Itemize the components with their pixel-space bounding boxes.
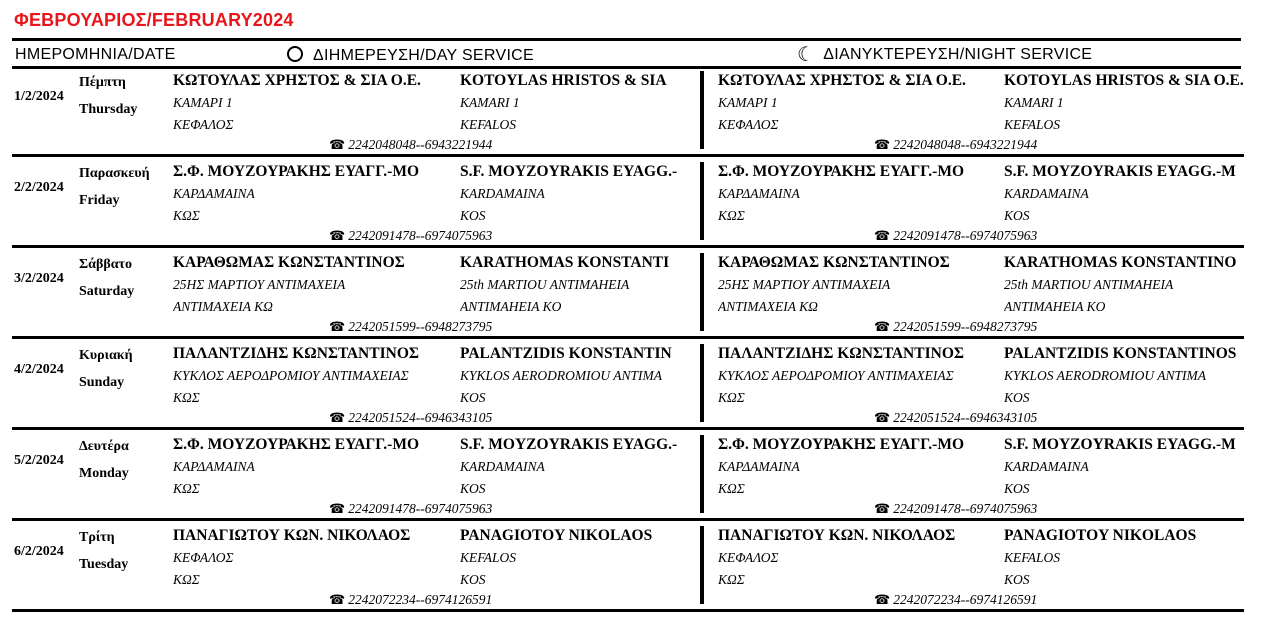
- phone-icon: ☎: [874, 501, 891, 516]
- day-city-english: KOS: [460, 572, 486, 587]
- table-row: [12, 433, 1244, 521]
- row-weekday-greek: Δευτέρα: [79, 439, 129, 454]
- day-address-greek: ΚΑΡΔΑΜΑΙΝΑ: [173, 459, 255, 474]
- header-day-service: [287, 46, 534, 65]
- day-city-greek: ΚΩΣ: [173, 208, 200, 223]
- row-weekday-english: Tuesday: [79, 557, 129, 572]
- night-phone-number: 2242051599--6948273795: [893, 319, 1038, 334]
- night-address-english: KEFALOS: [1004, 550, 1061, 565]
- table-row: [12, 69, 1244, 157]
- table-row: [12, 524, 1244, 612]
- day-phone-number: 2242051599--6948273795: [348, 319, 493, 334]
- row-date: 3/2/2024: [14, 271, 64, 286]
- night-address-english: KARDAMAINA: [1004, 186, 1089, 201]
- night-city-english: KEFALOS: [1004, 117, 1061, 132]
- night-address-english: KARDAMAINA: [1004, 459, 1089, 474]
- row-weekday-greek: Παρασκευή: [79, 166, 150, 181]
- row-weekday-english: Thursday: [79, 102, 138, 117]
- day-city-greek: ΚΩΣ: [173, 572, 200, 587]
- sun-icon: [287, 46, 303, 62]
- night-address-greek: ΚΥΚΛΟΣ ΑΕΡΟΔΡΟΜΙΟΥ ΑΝΤΙΜΑΧΕΙΑΣ: [718, 368, 954, 383]
- night-phone-number: 2242048048--6943221944: [893, 137, 1038, 152]
- night-phone: [874, 319, 1037, 335]
- day-pharmacy-name-greek: ΚΩΤΟΥΛΑΣ ΧΡΗΣΤΟΣ & ΣΙΑ Ο.Ε.: [173, 72, 421, 89]
- day-city-english: KOS: [460, 481, 486, 496]
- night-city-english: KOS: [1004, 208, 1030, 223]
- day-address-greek: ΚΑΜΑΡΙ 1: [173, 95, 233, 110]
- night-phone: [874, 228, 1037, 244]
- header-date: ΗΜΕΡΟΜΗΝΙΑ/DATE: [15, 46, 176, 63]
- night-address-english: KAMARI 1: [1004, 95, 1064, 110]
- night-pharmacy-name-greek: ΚΑΡΑΘΩΜΑΣ ΚΩΝΣΤΑΝΤΙΝΟΣ: [718, 254, 950, 271]
- night-pharmacy-name-english: PANAGIOTOY NIKOLAOS: [1004, 527, 1197, 544]
- header-night-label: ΔΙΑΝΥΚΤΕΡΕΥΣΗ/NIGHT SERVICE: [823, 46, 1093, 63]
- table-row: [12, 251, 1244, 339]
- phone-icon: ☎: [329, 501, 346, 516]
- phone-icon: ☎: [874, 228, 891, 243]
- column-divider: [700, 435, 704, 513]
- night-city-greek: ΑΝΤΙΜΑΧΕΙΑ ΚΩ: [718, 299, 818, 314]
- header-night-service: [797, 46, 1092, 64]
- night-city-english: ANTIMAHEIA KO: [1004, 299, 1106, 314]
- row-separator: [12, 518, 1244, 521]
- phone-icon: ☎: [329, 137, 346, 152]
- column-divider: [700, 526, 704, 604]
- day-pharmacy-name-greek: Σ.Φ. ΜΟΥΖΟΥΡΑΚΗΣ ΕΥΑΓΓ.-ΜΟ: [173, 163, 420, 180]
- day-phone: [329, 137, 492, 153]
- day-pharmacy-name-english: PALANTZIDIS KONSTANTIN: [460, 345, 672, 362]
- phone-icon: ☎: [874, 137, 891, 152]
- day-address-greek: ΚΕΦΑΛΟΣ: [173, 550, 234, 565]
- phone-icon: ☎: [874, 592, 891, 607]
- day-address-english: KARDAMAINA: [460, 186, 545, 201]
- night-pharmacy-name-greek: ΠΑΝΑΓΙΩΤΟΥ ΚΩΝ. ΝΙΚΟΛΑΟΣ: [718, 527, 956, 544]
- day-phone: [329, 228, 492, 244]
- day-city-english: KOS: [460, 208, 486, 223]
- night-city-greek: ΚΩΣ: [718, 481, 745, 496]
- night-pharmacy-name-english: KOTOYLAS HRISTOS & SIA O.E.: [1004, 72, 1244, 89]
- night-address-greek: ΚΑΜΑΡΙ 1: [718, 95, 778, 110]
- row-weekday-english: Monday: [79, 466, 129, 481]
- night-city-greek: ΚΩΣ: [718, 390, 745, 405]
- phone-icon: ☎: [329, 319, 346, 334]
- day-address-greek: ΚΑΡΔΑΜΑΙΝΑ: [173, 186, 255, 201]
- night-phone: [874, 137, 1037, 153]
- night-phone-number: 2242051524--6946343105: [893, 410, 1038, 425]
- day-pharmacy-name-greek: ΠΑΛΑΝΤΖΙΔΗΣ ΚΩΝΣΤΑΝΤΙΝΟΣ: [173, 345, 420, 362]
- row-date: 6/2/2024: [14, 544, 64, 559]
- day-phone: [329, 501, 492, 517]
- night-phone: [874, 410, 1037, 426]
- column-divider: [700, 344, 704, 422]
- day-city-greek: ΑΝΤΙΜΑΧΕΙΑ ΚΩ: [173, 299, 273, 314]
- day-pharmacy-name-greek: Σ.Φ. ΜΟΥΖΟΥΡΑΚΗΣ ΕΥΑΓΓ.-ΜΟ: [173, 436, 420, 453]
- day-address-english: KAMARI 1: [460, 95, 520, 110]
- column-divider: [700, 253, 704, 331]
- row-weekday-greek: Πέμπτη: [79, 75, 126, 90]
- row-weekday-greek: Τρίτη: [79, 530, 115, 545]
- day-pharmacy-name-greek: ΚΑΡΑΘΩΜΑΣ ΚΩΝΣΤΑΝΤΙΝΟΣ: [173, 254, 405, 271]
- row-date: 2/2/2024: [14, 180, 64, 195]
- day-phone: [329, 410, 492, 426]
- night-pharmacy-name-english: S.F. MOYZOYRAKIS EYAGG.-M: [1004, 163, 1236, 180]
- row-separator: [12, 609, 1244, 612]
- day-address-english: 25th MARTIOU ANTIMAHEIA: [460, 277, 630, 292]
- row-weekday-greek: Κυριακή: [79, 348, 133, 363]
- night-pharmacy-name-greek: ΚΩΤΟΥΛΑΣ ΧΡΗΣΤΟΣ & ΣΙΑ Ο.Ε.: [718, 72, 966, 89]
- day-phone-number: 2242091478--6974075963: [348, 501, 493, 516]
- table-row: [12, 160, 1244, 248]
- phone-icon: ☎: [329, 592, 346, 607]
- phone-icon: ☎: [329, 228, 346, 243]
- night-city-english: KOS: [1004, 572, 1030, 587]
- night-pharmacy-name-english: KARATHOMAS KONSTANTINO: [1004, 254, 1237, 271]
- row-separator: [12, 427, 1244, 430]
- phone-icon: ☎: [874, 410, 891, 425]
- day-phone-number: 2242091478--6974075963: [348, 228, 493, 243]
- night-city-greek: ΚΩΣ: [718, 208, 745, 223]
- day-pharmacy-name-greek: ΠΑΝΑΓΙΩΤΟΥ ΚΩΝ. ΝΙΚΟΛΑΟΣ: [173, 527, 411, 544]
- night-phone-number: 2242091478--6974075963: [893, 228, 1038, 243]
- day-city-greek: ΚΕΦΑΛΟΣ: [173, 117, 234, 132]
- night-pharmacy-name-greek: Σ.Φ. ΜΟΥΖΟΥΡΑΚΗΣ ΕΥΑΓΓ.-ΜΟ: [718, 436, 965, 453]
- day-address-english: KEFALOS: [460, 550, 517, 565]
- row-separator: [12, 336, 1244, 339]
- night-address-english: KYKLOS AERODROMIOU ANTIMA: [1004, 368, 1207, 383]
- day-city-english: KOS: [460, 390, 486, 405]
- day-address-english: KYKLOS AERODROMIOU ANTIMA: [460, 368, 663, 383]
- column-divider: [700, 162, 704, 240]
- day-address-english: KARDAMAINA: [460, 459, 545, 474]
- night-address-greek: ΚΕΦΑΛΟΣ: [718, 550, 779, 565]
- night-address-english: 25th MARTIOU ANTIMAHEIA: [1004, 277, 1174, 292]
- table-row: [12, 342, 1244, 430]
- night-city-english: KOS: [1004, 481, 1030, 496]
- day-pharmacy-name-english: KARATHOMAS KONSTANTI: [460, 254, 670, 271]
- day-phone-number: 2242048048--6943221944: [348, 137, 493, 152]
- day-address-greek: 25ΗΣ ΜΑΡΤΙΟΥ ΑΝΤΙΜΑΧΕΙΑ: [173, 277, 346, 292]
- day-city-greek: ΚΩΣ: [173, 390, 200, 405]
- row-weekday-greek: Σάββατο: [79, 257, 132, 272]
- night-pharmacy-name-english: S.F. MOYZOYRAKIS EYAGG.-M: [1004, 436, 1236, 453]
- day-pharmacy-name-english: KOTOYLAS HRISTOS & SIA: [460, 72, 667, 89]
- table-header: [12, 42, 1241, 66]
- night-phone: [874, 501, 1037, 517]
- page-title: ΦΕΒΡΟΥΑΡΙΟΣ/FEBRUARY2024: [14, 10, 294, 30]
- night-city-greek: ΚΩΣ: [718, 572, 745, 587]
- row-separator: [12, 245, 1244, 248]
- day-city-english: KEFALOS: [460, 117, 517, 132]
- moon-icon: ☾: [797, 44, 816, 66]
- night-city-english: KOS: [1004, 390, 1030, 405]
- row-weekday-english: Saturday: [79, 284, 135, 299]
- column-divider: [700, 71, 704, 149]
- night-address-greek: 25ΗΣ ΜΑΡΤΙΟΥ ΑΝΤΙΜΑΧΕΙΑ: [718, 277, 891, 292]
- day-pharmacy-name-english: S.F. MOYZOYRAKIS EYAGG.-: [460, 436, 678, 453]
- day-phone: [329, 319, 492, 335]
- phone-icon: ☎: [329, 410, 346, 425]
- row-separator: [12, 154, 1244, 157]
- day-address-greek: ΚΥΚΛΟΣ ΑΕΡΟΔΡΟΜΙΟΥ ΑΝΤΙΜΑΧΕΙΑΣ: [173, 368, 409, 383]
- phone-icon: ☎: [874, 319, 891, 334]
- day-pharmacy-name-english: PANAGIOTOY NIKOLAOS: [460, 527, 653, 544]
- night-phone-number: 2242072234--6974126591: [893, 592, 1038, 607]
- day-phone-number: 2242072234--6974126591: [348, 592, 493, 607]
- night-pharmacy-name-greek: Σ.Φ. ΜΟΥΖΟΥΡΑΚΗΣ ΕΥΑΓΓ.-ΜΟ: [718, 163, 965, 180]
- row-date: 1/2/2024: [14, 89, 64, 104]
- row-date: 4/2/2024: [14, 362, 64, 377]
- night-phone: [874, 592, 1037, 608]
- row-date: 5/2/2024: [14, 453, 64, 468]
- day-city-greek: ΚΩΣ: [173, 481, 200, 496]
- day-phone: [329, 592, 492, 608]
- night-address-greek: ΚΑΡΔΑΜΑΙΝΑ: [718, 186, 800, 201]
- night-pharmacy-name-greek: ΠΑΛΑΝΤΖΙΔΗΣ ΚΩΝΣΤΑΝΤΙΝΟΣ: [718, 345, 965, 362]
- night-phone-number: 2242091478--6974075963: [893, 501, 1038, 516]
- night-pharmacy-name-english: PALANTZIDIS KONSTANTINOS: [1004, 345, 1237, 362]
- header-top-rule: [12, 38, 1241, 41]
- row-weekday-english: Friday: [79, 193, 120, 208]
- day-phone-number: 2242051524--6946343105: [348, 410, 493, 425]
- night-city-greek: ΚΕΦΑΛΟΣ: [718, 117, 779, 132]
- header-day-label: ΔΙΗΜΕΡΕΥΣΗ/DAY SERVICE: [313, 47, 535, 64]
- night-address-greek: ΚΑΡΔΑΜΑΙΝΑ: [718, 459, 800, 474]
- day-city-english: ANTIMAHEIA KO: [460, 299, 562, 314]
- row-weekday-english: Sunday: [79, 375, 125, 390]
- day-pharmacy-name-english: S.F. MOYZOYRAKIS EYAGG.-: [460, 163, 678, 180]
